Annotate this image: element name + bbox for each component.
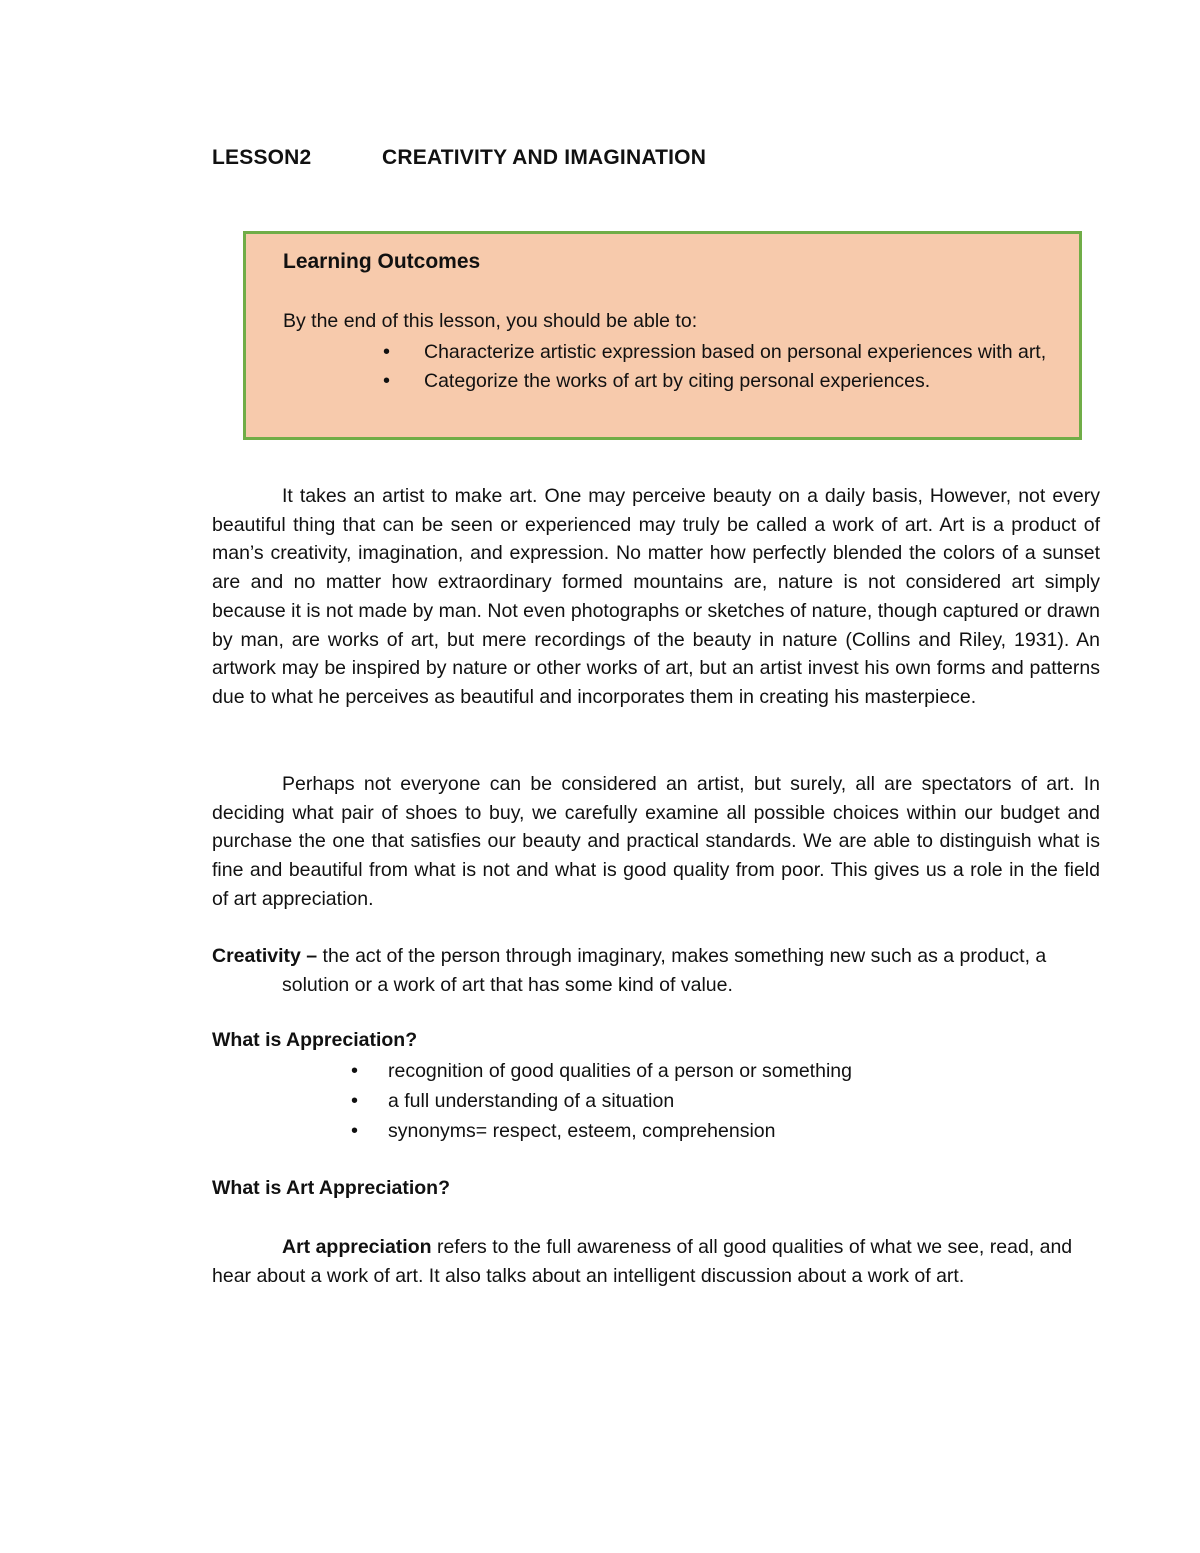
bullet-icon: • (351, 1060, 359, 1082)
appreciation-item-text: recognition of good qualities of a person or something (388, 1060, 852, 1082)
learning-outcomes-box (243, 231, 1082, 440)
lesson-number: LESSON2 (212, 146, 312, 169)
art-appreciation-heading: What is Art Appreciation? (212, 1177, 450, 1199)
creativity-term: Creativity – (212, 945, 318, 967)
body-paragraph-spectators: Perhaps not everyone can be considered an artist, but surely, all are spectators of art. In deciding what pair of shoes to buy, we carefully examine all possible choices within our budget and purchase the one that satisfies our beauty and practical standards. We are able to distinguish what is fine and beautiful from what is not and what is good quality from poor. This gives us a role in the field of art appreciation. (212, 773, 1100, 910)
lesson-title-text: CREATIVITY AND IMAGINATION (382, 146, 707, 169)
bullet-icon: • (351, 1090, 359, 1112)
learning-outcome-item (383, 367, 1073, 396)
art-appreciation-term: Art appreciation (282, 1236, 432, 1258)
learning-outcome-item (383, 338, 1073, 367)
learning-outcomes-heading: Learning Outcomes (283, 250, 481, 273)
creativity-definition-text: the act of the person through imaginary, makes something new such as a product, a solution or a work of art that has some kind of value. (282, 945, 1047, 996)
appreciation-heading: What is Appreciation? (212, 1029, 418, 1051)
appreciation-item (351, 1086, 1051, 1116)
appreciation-list (351, 1056, 1051, 1146)
appreciation-item (351, 1056, 1051, 1086)
art-appreciation-text: refers to the full awareness of all good qualities of what we see, read, and hear about a work of art. It also talks about an intelligent discussion about a work of art. (212, 1236, 1073, 1287)
learning-outcomes-list (383, 338, 1073, 396)
creativity-definition (212, 942, 1100, 999)
appreciation-item (351, 1116, 1051, 1146)
appreciation-item-text: a full understanding of a situation (388, 1090, 675, 1112)
body-paragraph-art: It takes an artist to make art. One may perceive beauty on a daily basis, However, not every beautiful thing that can be seen or experienced may truly be called a work of art. Art is a product of man’s creativity, imagination, and expression. No matter how perfectly blended the colors of a sunset are and no matter how extraordinary formed mountains are, nature is not considered art simply because it is not made by man. Not even photographs or sketches of nature, though captured or drawn by man, are works of art, but mere recordings of the beauty in nature (Collins and Riley, 1931). An artwork may be inspired by nature or other works of art, but an artist invest his own forms and patterns due to what he perceives as beautiful and incorporates them in creating his masterpiece. (212, 485, 1100, 708)
lesson-title (212, 146, 706, 170)
art-appreciation-paragraph (212, 1233, 1100, 1290)
learning-outcome-text: Characterize artistic expression based on personal experiences with art, (424, 341, 1047, 363)
learning-outcomes-intro: By the end of this lesson, you should be able to: (283, 310, 698, 332)
bullet-icon: • (383, 341, 391, 363)
bullet-icon: • (351, 1120, 359, 1142)
appreciation-item-text: synonyms= respect, esteem, comprehension (388, 1120, 776, 1142)
bullet-icon: • (383, 370, 391, 392)
learning-outcome-text: Categorize the works of art by citing personal experiences. (424, 370, 931, 392)
